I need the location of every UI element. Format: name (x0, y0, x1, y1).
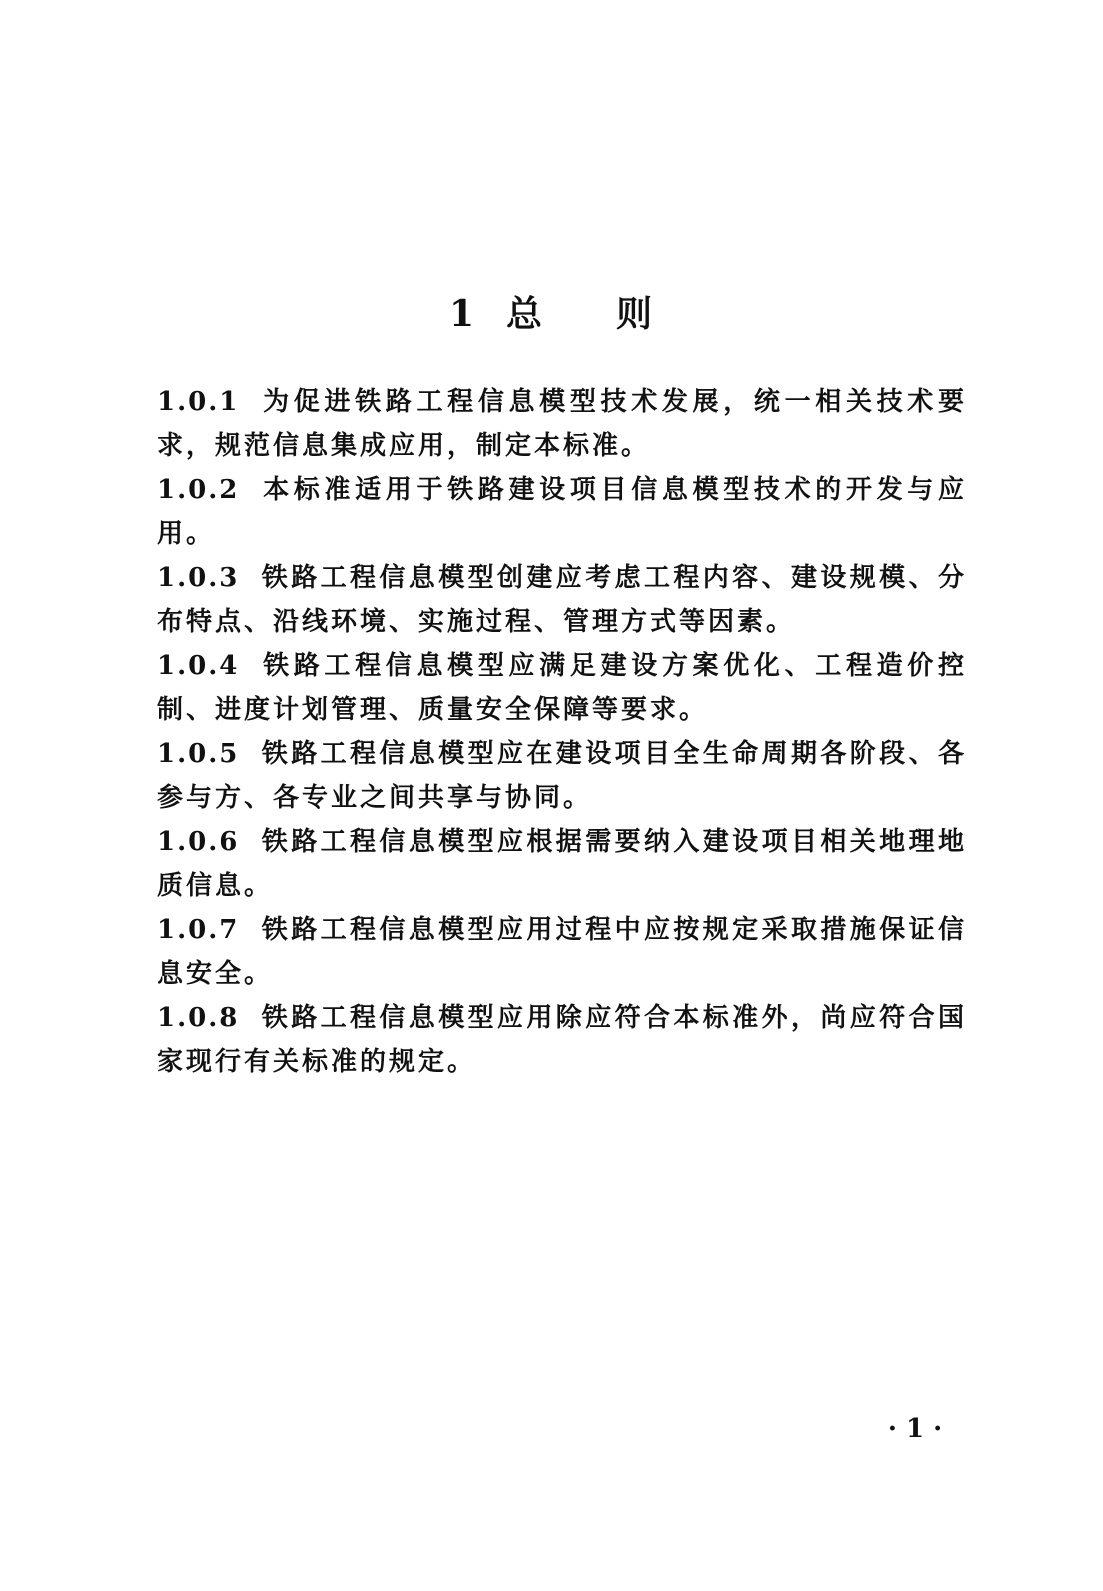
clause-1-0-6 (157, 820, 967, 908)
clause-number: 1.0.6 (157, 827, 240, 857)
clause-number: 1.0.2 (157, 475, 240, 505)
page-number: · 1 · (887, 1414, 943, 1444)
clause-1-0-1 (157, 380, 967, 468)
clause-number: 1.0.4 (157, 651, 240, 681)
clause-number: 1.0.1 (157, 387, 240, 417)
clause-number: 1.0.8 (157, 1003, 240, 1033)
clause-list (157, 380, 967, 1084)
clause-text: 本标准适用于铁路建设项目信息模型技术的开发与应用。 (157, 475, 967, 549)
clause-1-0-4 (157, 644, 967, 732)
clause-number: 1.0.7 (157, 915, 240, 945)
clause-1-0-3 (157, 556, 967, 644)
clause-number: 1.0.3 (157, 563, 240, 593)
clause-1-0-7 (157, 908, 967, 996)
clause-text: 铁路工程信息模型创建应考虑工程内容、建设规模、分布特点、沿线环境、实施过程、管理方式等因素。 (157, 563, 967, 637)
clause-text: 铁路工程信息模型应根据需要纳入建设项目相关地理地质信息。 (157, 827, 967, 901)
chapter-title-part2: 则 (616, 293, 655, 335)
clause-1-0-5 (157, 732, 967, 820)
clause-1-0-2 (157, 468, 967, 556)
clause-text: 铁路工程信息模型应用除应符合本标准外，尚应符合国家现行有关标准的规定。 (157, 1003, 967, 1077)
clause-number: 1.0.5 (157, 739, 240, 769)
chapter-number: 1 (448, 293, 477, 335)
clause-text: 铁路工程信息模型应在建设项目全生命周期各阶段、各参与方、各专业之间共享与协同。 (157, 739, 967, 813)
clause-text: 铁路工程信息模型应满足建设方案优化、工程造价控制、进度计划管理、质量安全保障等要求。 (157, 651, 967, 725)
chapter-title-part1: 总 (506, 293, 545, 335)
clause-1-0-8 (157, 996, 967, 1084)
clause-text: 为促进铁路工程信息模型技术发展，统一相关技术要求，规范信息集成应用，制定本标准。 (157, 387, 967, 461)
clause-text: 铁路工程信息模型应用过程中应按规定采取措施保证信息安全。 (157, 915, 967, 989)
chapter-title (0, 290, 1103, 338)
